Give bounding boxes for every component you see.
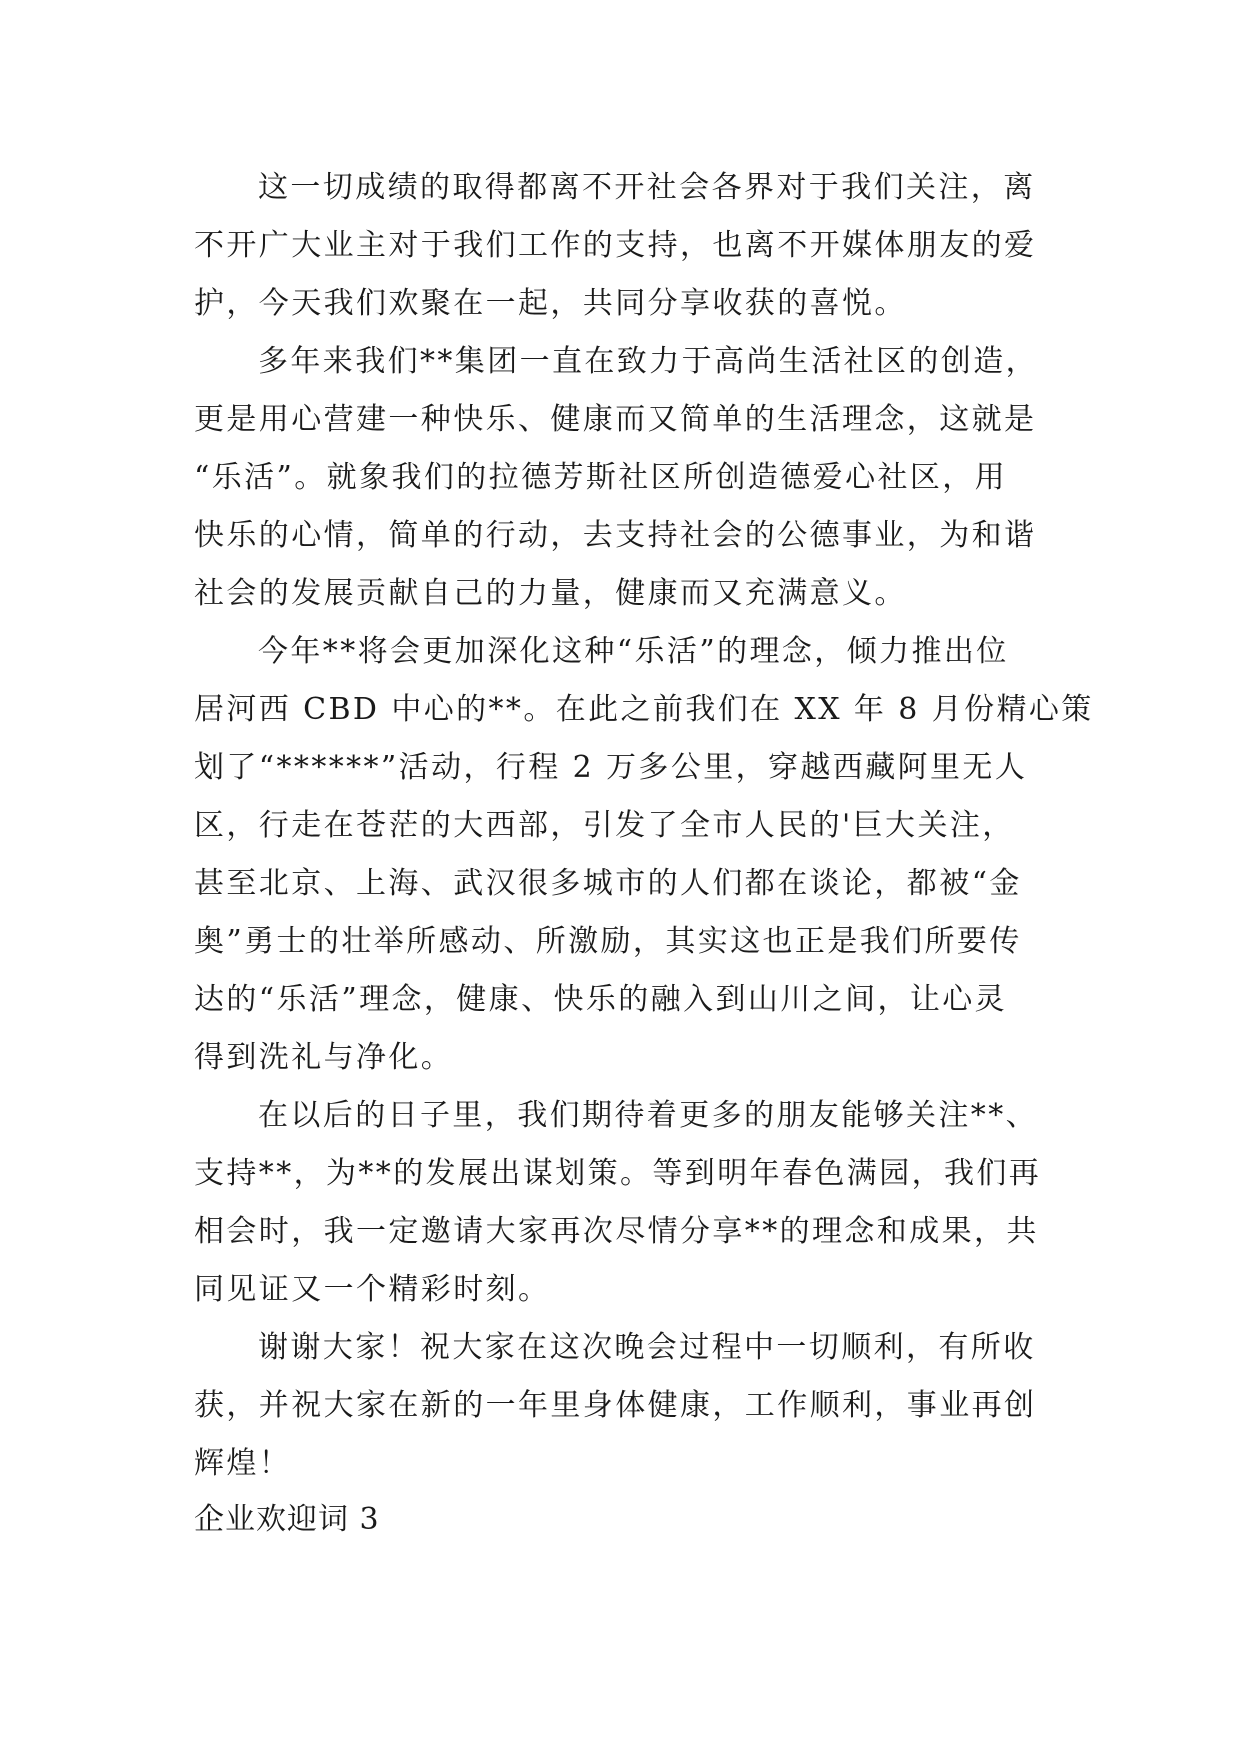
paragraph-line: 同见证又一个精彩时刻。 (194, 1272, 551, 1307)
paragraph-line: 不开广大业主对于我们工作的支持，也离不开媒体朋友的爱 (194, 228, 1037, 263)
section-heading: 企业欢迎词 3 (194, 1502, 380, 1537)
paragraph-line: 今年**将会更加深化这种“乐活”的理念，倾力推出位 (258, 634, 1009, 669)
paragraph-line: 居河西 CBD 中心的**。在此之前我们在 XX 年 8 月份精心策 (194, 692, 1094, 727)
paragraph-line: 甚至北京、上海、武汉很多城市的人们都在谈论，都被“金 (194, 866, 1022, 901)
paragraph-line: 奥”勇士的壮举所感动、所激励，其实这也正是我们所要传 (194, 924, 1022, 959)
paragraph-line: 区，行走在苍茫的大西部，引发了全市人民的'巨大关注， (194, 808, 1015, 843)
paragraph-line: 谢谢大家！祝大家在这次晚会过程中一切顺利，有所收 (258, 1330, 1036, 1365)
paragraph-line: 得到洗礼与净化。 (194, 1040, 454, 1075)
paragraph-line: 更是用心营建一种快乐、健康而又简单的生活理念，这就是 (194, 402, 1037, 437)
paragraph-line: 获，并祝大家在新的一年里身体健康，工作顺利，事业再创 (194, 1388, 1037, 1423)
paragraph-line: 相会时，我一定邀请大家再次尽情分享**的理念和成果，共 (194, 1214, 1039, 1249)
paragraph-line: 辉煌！ (194, 1446, 292, 1481)
paragraph-line: 这一切成绩的取得都离不开社会各界对于我们关注，离 (258, 170, 1036, 205)
paragraph-line: 快乐的心情，简单的行动，去支持社会的公德事业，为和谐 (194, 518, 1037, 553)
paragraph-line: 社会的发展贡献自己的力量，健康而又充满意义。 (194, 576, 907, 611)
paragraph-line: 护，今天我们欢聚在一起，共同分享收获的喜悦。 (194, 286, 907, 321)
paragraph-line: 多年来我们**集团一直在致力于高尚生活社区的创造， (258, 344, 1038, 379)
paragraph-line: “乐活”。就象我们的拉德芳斯社区所创造德爱心社区，用 (194, 460, 1008, 495)
paragraph-line: 划了“******”活动，行程 2 万多公里，穿越西藏阿里无人 (194, 750, 1028, 785)
paragraph-line: 支持**，为**的发展出谋划策。等到明年春色满园，我们再 (194, 1156, 1042, 1191)
paragraph-line: 达的“乐活”理念，健康、快乐的融入到山川之间，让心灵 (194, 982, 1008, 1017)
paragraph-line: 在以后的日子里，我们期待着更多的朋友能够关注**、 (258, 1098, 1038, 1133)
